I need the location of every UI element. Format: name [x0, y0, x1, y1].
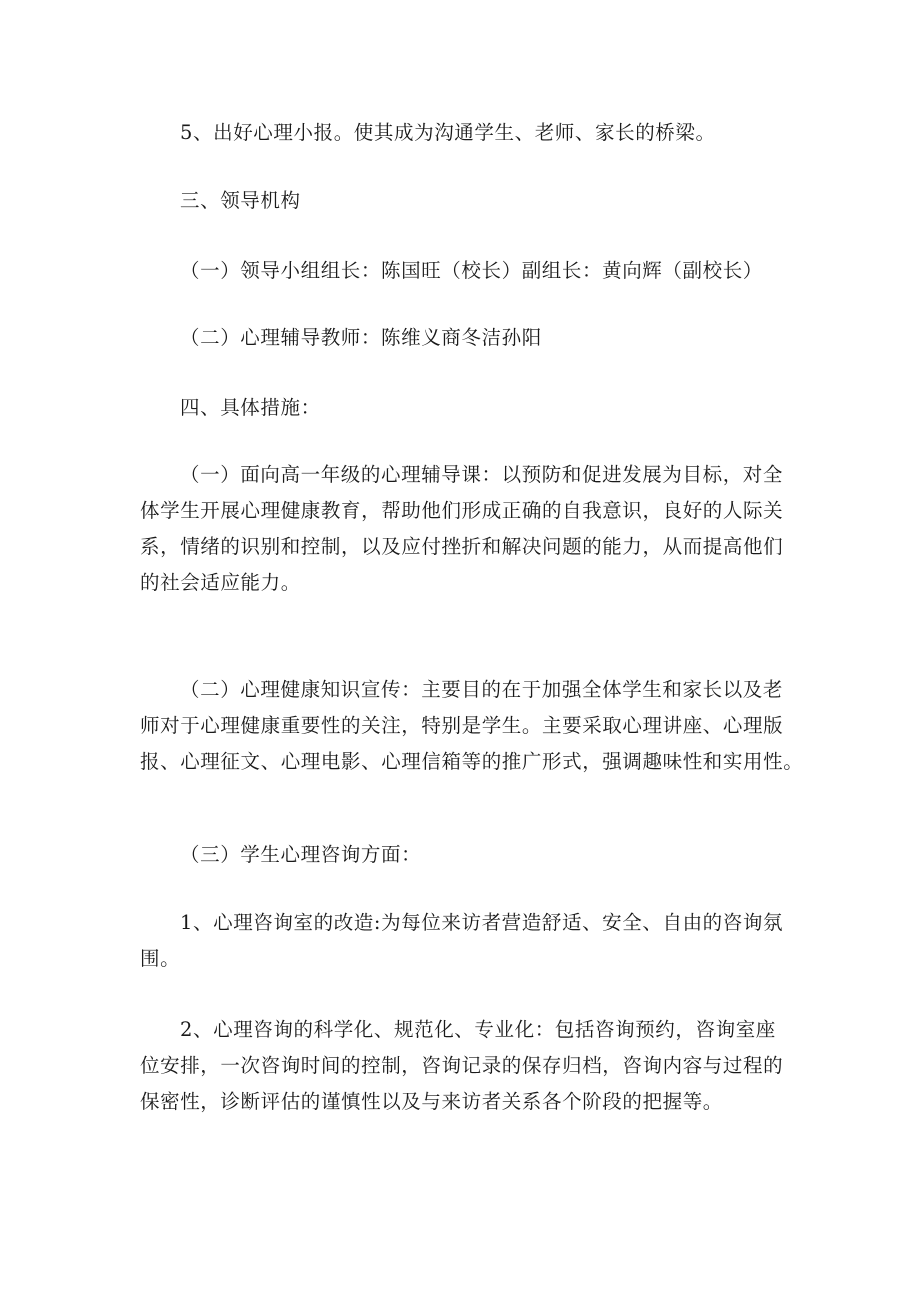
text-line: （二）心理辅导教师：陈维义商冬洁孙阳 [180, 326, 542, 349]
text-line: 三、领导机构 [180, 189, 301, 212]
text-line: 四、具体措施： [180, 396, 321, 419]
text-line: 的社会适应能力。 [140, 571, 301, 594]
text-line: （一）面向高一年级的心理辅导课：以预防和促进发展为目标，对全 [180, 463, 784, 486]
text-line: 1、心理咨询室的改造:为每位来访者营造舒适、安全、自由的咨询氛 [180, 911, 784, 934]
paragraph-student-consulting [140, 837, 790, 873]
section-heading-measures [140, 390, 790, 426]
text-line: （三）学生心理咨询方面： [180, 843, 422, 866]
section-heading-leadership [140, 183, 790, 219]
paragraph-item-5-newsletter [140, 115, 790, 151]
paragraph-consulting-room [140, 905, 790, 977]
paragraph-consulting-standards [140, 1012, 790, 1120]
text-line: 位安排，一次咨询时间的控制，咨询记录的保存归档，咨询内容与过程的 [140, 1054, 784, 1077]
text-line: （二）心理健康知识宣传：主要目的在于加强全体学生和家长以及老 [180, 678, 784, 701]
text-line: 围。 [140, 947, 181, 970]
text-line: 5、出好心理小报。使其成为沟通学生、老师、家长的桥梁。 [180, 121, 716, 144]
text-line: 体学生开展心理健康教育，帮助他们形成正确的自我意识，良好的人际关 [140, 499, 784, 522]
text-line: 2、心理咨询的科学化、规范化、专业化：包括咨询预约，咨询室座 [180, 1018, 776, 1041]
text-line: （一）领导小组组长：陈国旺（校长）副组长：黄向辉（副校长） [180, 259, 763, 282]
text-line: 保密性，诊断评估的谨慎性以及与来访者关系各个阶段的把握等。 [140, 1090, 723, 1113]
paragraph-leadership-group [140, 253, 790, 289]
paragraph-counselors [140, 320, 790, 356]
paragraph-knowledge-promotion [140, 672, 804, 780]
paragraph-guidance-course [140, 457, 790, 601]
text-line: 师对于心理健康重要性的关注，特别是学生。主要采取心理讲座、心理版 [140, 714, 784, 737]
text-line: 报、心理征文、心理电影、心理信箱等的推广形式，强调趣味性和实用性。 [140, 750, 804, 773]
text-line: 系，情绪的识别和控制，以及应付挫折和解决问题的能力，从而提高他们 [140, 535, 784, 558]
